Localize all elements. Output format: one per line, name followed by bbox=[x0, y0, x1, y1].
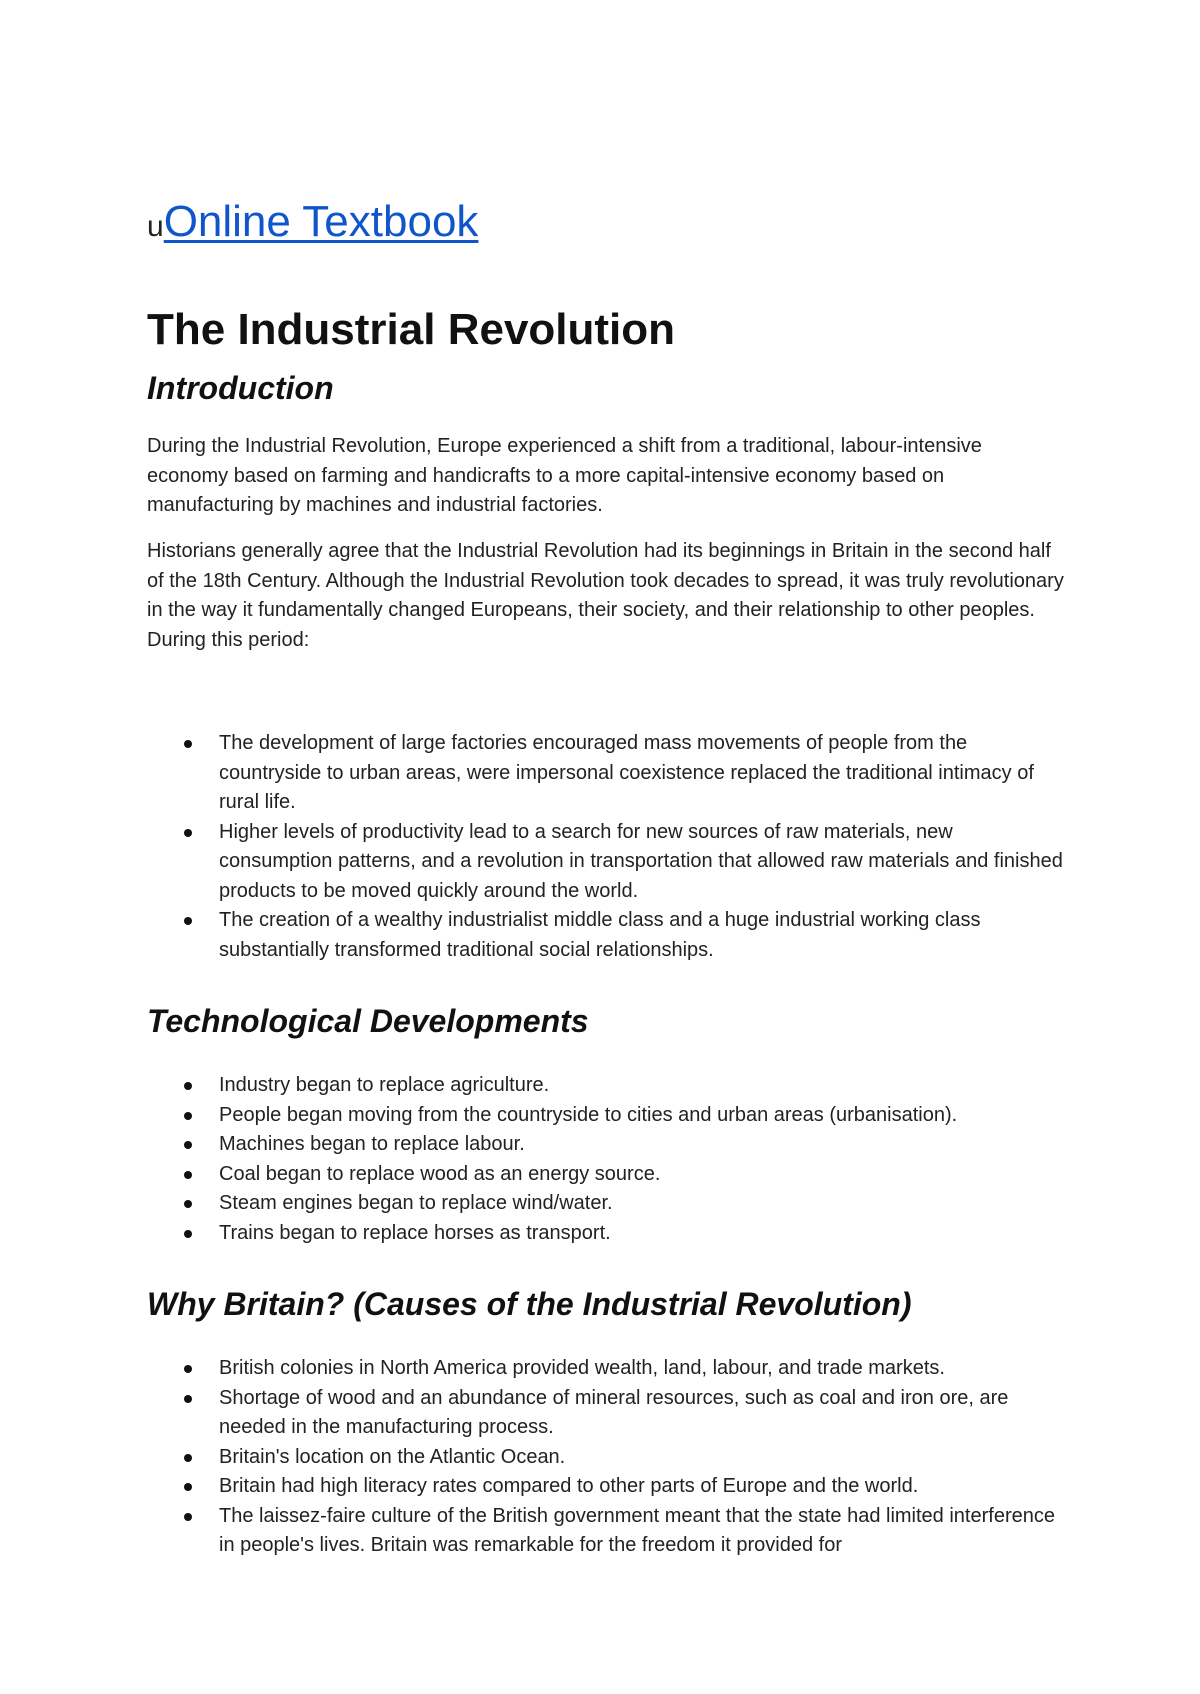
bullet-icon bbox=[184, 917, 192, 925]
bullet-icon bbox=[184, 1141, 192, 1149]
link-prefix: u bbox=[147, 210, 164, 243]
list-item-text: Britain's location on the Atlantic Ocean. bbox=[219, 1445, 566, 1468]
list-item-text: People began moving from the countryside to cities and urban areas (urbanisation). bbox=[219, 1103, 958, 1126]
bullet-icon bbox=[184, 1171, 192, 1179]
technological-bullet-list bbox=[147, 1071, 1067, 1248]
bullet-icon bbox=[184, 1395, 192, 1403]
list-item bbox=[147, 1502, 1067, 1561]
technological-developments-heading: Technological Developments bbox=[147, 1003, 589, 1039]
list-item-text: The development of large factories encouraged mass movements of people from the countryside to urban areas, were impersonal coexistence replaced the traditional intimacy of rural life. bbox=[219, 732, 1034, 813]
list-item bbox=[147, 906, 1067, 965]
why-britain-heading: Why Britain? (Causes of the Industrial Revolution) bbox=[147, 1286, 912, 1322]
introduction-paragraph-2: Historians generally agree that the Industrial Revolution had its beginnings in Britain in the second half of the 18th Century. Although the Industrial Revolution took decades to spread, it was truly revolutionary in the way it fundamentally changed Europeans, their society, and their relationship to other peoples. During this period: bbox=[147, 540, 1064, 651]
list-item bbox=[147, 729, 1067, 818]
list-item bbox=[147, 1354, 1067, 1384]
introduction-paragraph-1: During the Industrial Revolution, Europe experienced a shift from a traditional, labour-intensive economy based on farming and handicrafts to a more capital-intensive economy based on manufacturing by machines and industrial factories. bbox=[147, 435, 982, 516]
bullet-icon bbox=[184, 1200, 192, 1208]
bullet-icon bbox=[184, 1513, 192, 1521]
bullet-icon bbox=[184, 740, 192, 748]
list-item bbox=[147, 1443, 1067, 1473]
bullet-icon bbox=[184, 1454, 192, 1462]
list-item bbox=[147, 1071, 1067, 1101]
list-item-text: Britain had high literacy rates compared to other parts of Europe and the world. bbox=[219, 1475, 919, 1497]
list-item-text: Industry began to replace agriculture. bbox=[219, 1074, 550, 1096]
list-item-text: The creation of a wealthy industrialist middle class and a huge industrial working class substantially transformed traditional social relationships. bbox=[219, 909, 981, 961]
bullet-icon bbox=[184, 1112, 192, 1120]
list-item bbox=[147, 1101, 1067, 1131]
list-item bbox=[147, 1219, 1067, 1249]
list-item-text: Steam engines began to replace wind/water. bbox=[219, 1192, 613, 1214]
introduction-bullet-list bbox=[147, 729, 1067, 965]
list-item-text: Machines began to replace labour. bbox=[219, 1133, 525, 1155]
list-item-text: British colonies in North America provided wealth, land, labour, and trade markets. bbox=[219, 1357, 945, 1379]
list-item bbox=[147, 1472, 1067, 1502]
bullet-icon bbox=[184, 829, 192, 837]
bullet-icon bbox=[184, 1483, 192, 1491]
why-britain-bullet-list bbox=[147, 1354, 1067, 1561]
online-textbook-link[interactable]: Online Textbook bbox=[163, 197, 479, 246]
bullet-icon bbox=[184, 1230, 192, 1238]
bullet-icon bbox=[184, 1365, 192, 1373]
list-item bbox=[147, 1130, 1067, 1160]
list-item-text: Shortage of wood and an abundance of mineral resources, such as coal and iron ore, are needed in the manufacturing process. bbox=[219, 1386, 1009, 1438]
list-item bbox=[147, 1160, 1067, 1190]
list-item bbox=[147, 1384, 1067, 1443]
bullet-icon bbox=[184, 1082, 192, 1090]
introduction-heading: Introduction bbox=[147, 370, 334, 406]
textbook-link-row bbox=[147, 196, 478, 253]
list-item-text: Higher levels of productivity lead to a search for new sources of raw materials, new consumption patterns, and a revolution in transportation that allowed raw materials and finished products to be moved quickly around the world. bbox=[219, 820, 1063, 902]
list-item bbox=[147, 1189, 1067, 1219]
list-item bbox=[147, 818, 1067, 907]
list-item-text: Coal began to replace wood as an energy source. bbox=[219, 1162, 661, 1185]
list-item-text: The laissez-faire culture of the British government meant that the state had limited interference in people's lives. Britain was remarkable for the freedom it provided for bbox=[219, 1504, 1055, 1556]
page-title: The Industrial Revolution bbox=[147, 305, 676, 354]
list-item-text: Trains began to replace horses as transport. bbox=[219, 1221, 611, 1244]
